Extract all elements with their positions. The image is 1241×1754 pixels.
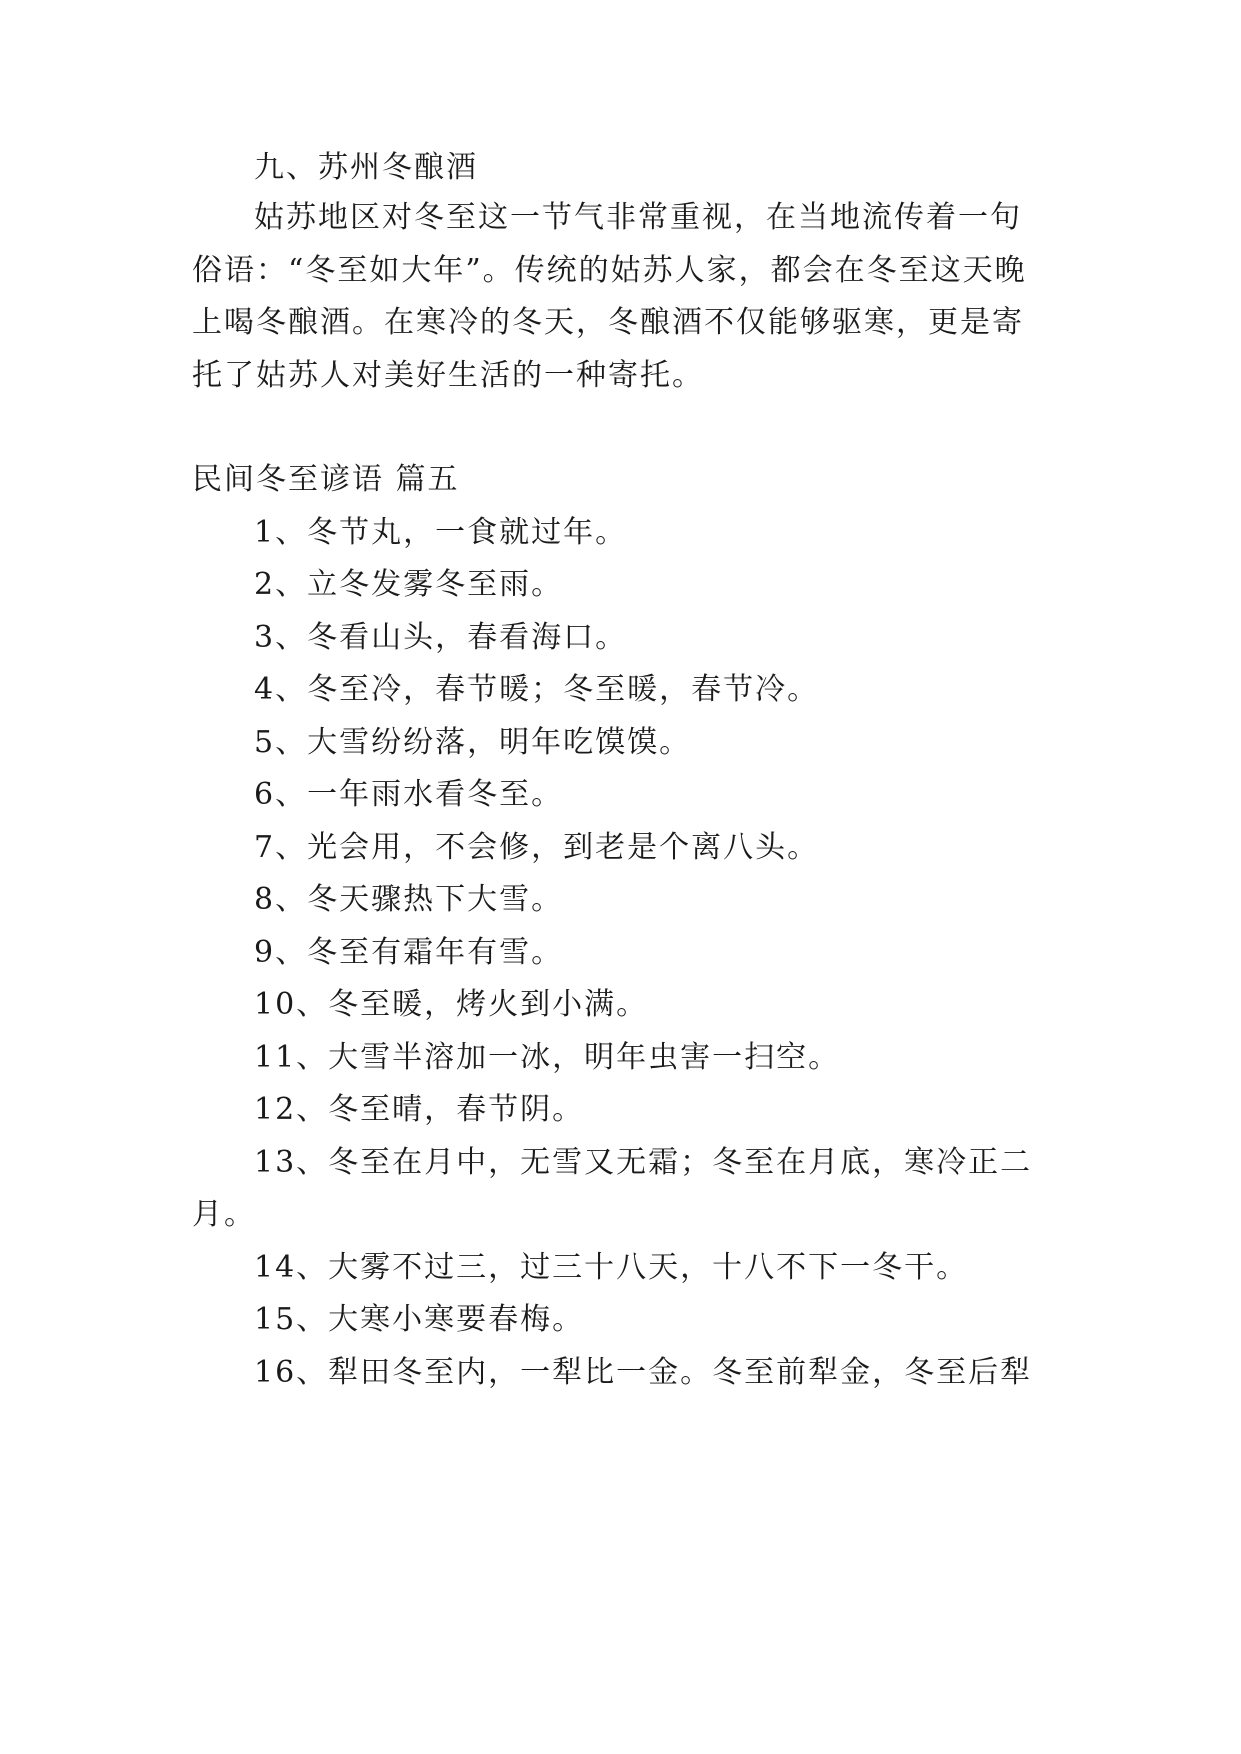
list-item: 15、大寒小寒要春梅。 xyxy=(254,1302,585,1337)
list-item: 6、一年雨水看冬至。 xyxy=(254,777,564,812)
paragraph-line: 上喝冬酿酒。在寒冷的冬天，冬酿酒不仅能够驱寒，更是寄 xyxy=(192,305,1024,340)
list-item-continuation: 月。 xyxy=(192,1197,256,1232)
list-item: 14、大雾不过三，过三十八天，十八不下一冬干。 xyxy=(254,1250,969,1285)
paragraph-line: 姑苏地区对冬至这一节气非常重视，在当地流传着一句 xyxy=(254,200,1022,235)
list-item: 2、立冬发雾冬至雨。 xyxy=(254,567,564,602)
list-item: 5、大雪纷纷落，明年吃馍馍。 xyxy=(254,725,692,760)
list-item: 1、冬节丸，一食就过年。 xyxy=(254,515,628,550)
list-item: 7、光会用，不会修，到老是个离八头。 xyxy=(254,830,820,865)
section-heading-suzhou-wine: 九、苏州冬酿酒 xyxy=(254,150,478,185)
list-item: 10、冬至暖，烤火到小满。 xyxy=(254,987,649,1022)
list-item: 11、大雪半溶加一冰，明年虫害一扫空。 xyxy=(254,1040,841,1075)
paragraph-line: 俗语：“冬至如大年”。传统的姑苏人家，都会在冬至这天晚 xyxy=(192,253,1027,288)
list-item: 12、冬至晴，春节阴。 xyxy=(254,1092,585,1127)
list-item: 13、冬至在月中，无雪又无霜；冬至在月底，寒冷正二 xyxy=(254,1145,1033,1180)
list-item: 3、冬看山头，春看海口。 xyxy=(254,620,628,655)
list-item: 9、冬至有霜年有雪。 xyxy=(254,935,564,970)
list-item: 16、犁田冬至内，一犁比一金。冬至前犁金，冬至后犁 xyxy=(254,1355,1033,1390)
section-heading-proverbs: 民间冬至谚语 篇五 xyxy=(192,462,460,497)
list-item: 8、冬天骤热下大雪。 xyxy=(254,882,564,917)
paragraph-line: 托了姑苏人对美好生活的一种寄托。 xyxy=(192,358,704,393)
list-item: 4、冬至冷，春节暖；冬至暖，春节冷。 xyxy=(254,672,820,707)
